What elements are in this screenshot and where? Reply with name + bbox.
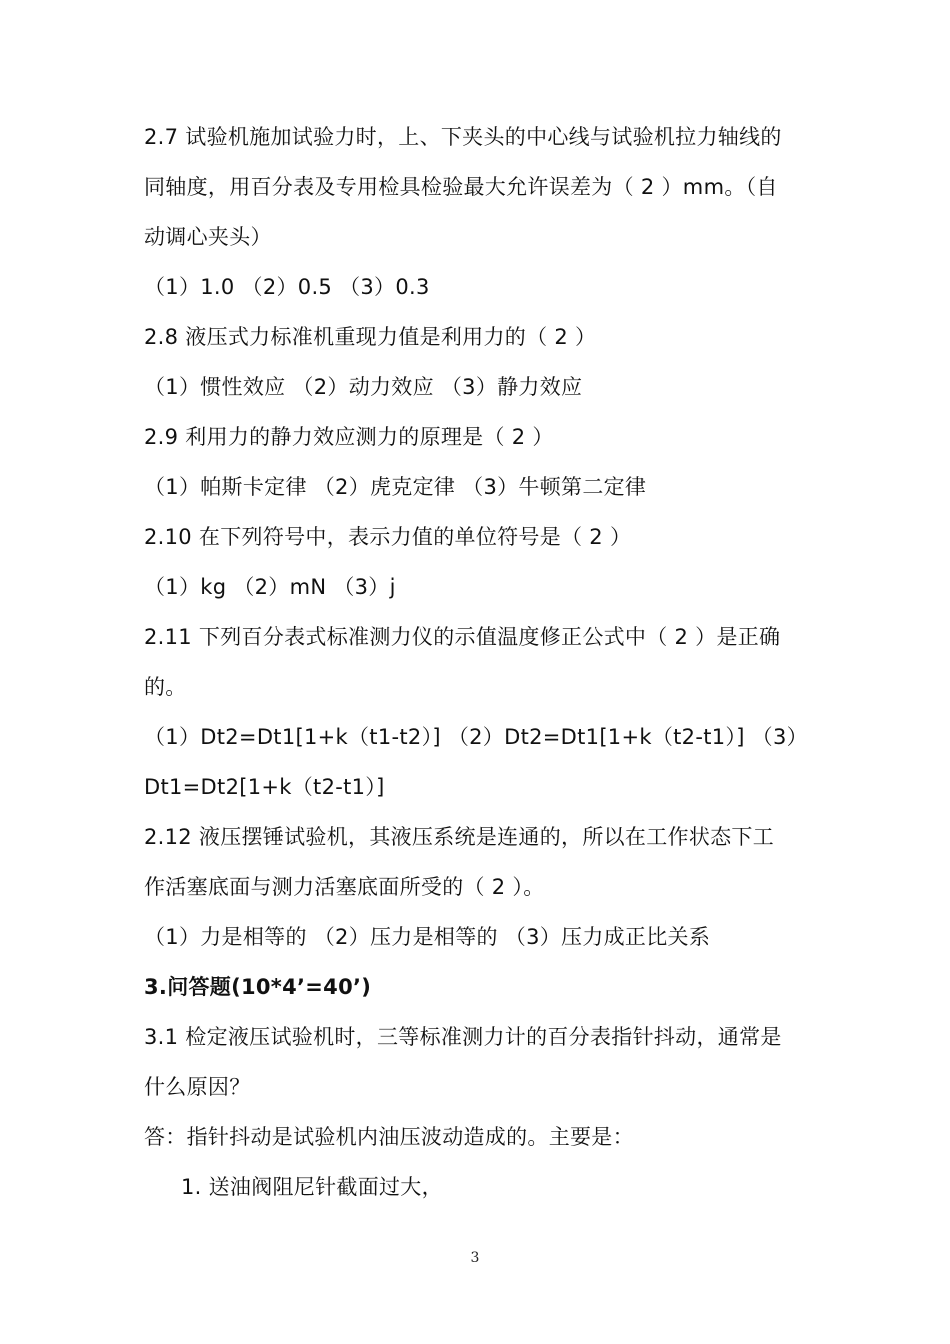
question-2-11-line-1: 2.11 下列百分表式标准测力仪的示值温度修正公式中（ 2 ）是正确 [144, 625, 781, 649]
question-2-11-options-line-1: （1）Dt2=Dt1[1+k（t1-t2）] （2）Dt2=Dt1[1+k（t2-t1）] （3） [144, 725, 808, 749]
question-2-7-line-3: 动调心夹头） [144, 225, 272, 249]
section-heading-qa: 3.问答题(10*4’=40’) [144, 975, 372, 999]
question-2-7-line-2: 同轴度，用百分表及专用检具检验最大允许误差为（ 2 ）mm。（自 [144, 175, 778, 199]
question-2-8-options: （1）惯性效应 （2）动力效应 （3）静力效应 [144, 375, 583, 399]
question-2-7-line-1: 2.7 试验机施加试验力时，上、下夹头的中心线与试验机拉力轴线的 [144, 125, 782, 149]
answer-3-1-intro: 答：指针抖动是试验机内油压波动造成的。主要是： [144, 1125, 634, 1149]
answer-3-1-item-1: 1. 送油阀阻尼针截面过大， [181, 1175, 443, 1199]
question-2-7-options: （1）1.0 （2）0.5 （3）0.3 [144, 275, 430, 299]
document-body [144, 112, 824, 1212]
question-3-1-line-2: 什么原因？ [144, 1075, 251, 1099]
question-2-11-options-line-2: Dt1=Dt2[1+k（t2-t1）] [144, 775, 385, 799]
question-2-10-options: （1）kg （2）mN （3）j [144, 575, 396, 599]
question-2-12-line-1: 2.12 液压摆锤试验机，其液压系统是连通的，所以在工作状态下工 [144, 825, 775, 849]
question-2-10: 2.10 在下列符号中，表示力值的单位符号是（ 2 ） [144, 525, 632, 549]
question-2-8: 2.8 液压式力标准机重现力值是利用力的（ 2 ） [144, 325, 597, 349]
question-2-12-options: （1）力是相等的 （2）压力是相等的 （3）压力成正比关系 [144, 925, 711, 949]
question-2-9-options: （1）帕斯卡定律 （2）虎克定律 （3）牛顿第二定律 [144, 475, 647, 499]
question-3-1-line-1: 3.1 检定液压试验机时，三等标准测力计的百分表指针抖动，通常是 [144, 1025, 782, 1049]
question-2-12-line-2: 作活塞底面与测力活塞底面所受的（ 2 ）。 [144, 875, 545, 899]
question-2-11-line-2: 的。 [144, 675, 187, 699]
question-2-9: 2.9 利用力的静力效应测力的原理是（ 2 ） [144, 425, 554, 449]
page-number: 3 [470, 1250, 480, 1266]
